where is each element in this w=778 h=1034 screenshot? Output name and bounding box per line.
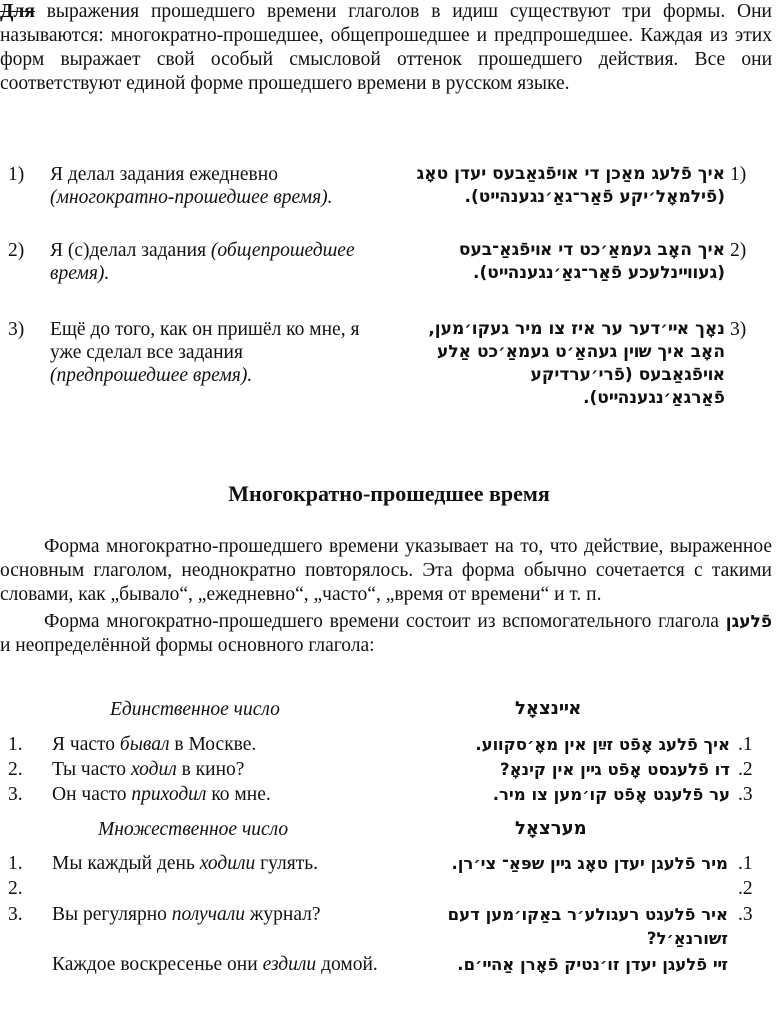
example-russian: Он часто приходил ко мне. [52,784,271,805]
section-heading: Многократно-прошедшее время [228,481,550,506]
auxiliary-verb: פֿלעגן [725,612,772,632]
intro-first-word: Для [0,1,35,22]
example-russian: Каждое воскресенье они ездили домой. [52,954,378,975]
example-yiddish-number: .3 [738,904,753,925]
example-yiddish: מיר פֿלעגן יעדן טאָג גײן שפּאַ־ צי׳רן. [451,854,728,873]
form-number: 1) [8,164,25,185]
example-yiddish: איר פֿלעגט רעגולע׳ר באַקו׳מען דעם זשורנאַ׳ל? [447,905,728,948]
example-yiddish-number: .3 [738,784,753,805]
example-yiddish-number: .1 [738,734,753,755]
example-russian: Ты часто ходил в кино? [52,759,245,780]
form-yiddish-number: 2) [730,240,747,261]
form-number: 3) [8,319,25,340]
form-yiddish-number: 3) [730,319,747,340]
example-yiddish: איך פֿלעג אָפֿט זײַן אין מאָ׳סקװע. [475,735,730,754]
singular-label-yi: אײנצאָל [515,698,582,719]
example-yiddish: זײ פֿלעגן יעדן זו׳נטיק פֿאָרן אַהײ׳ם. [457,955,728,974]
singular-label-ru: Единственное число [110,699,280,720]
example-number: 1. [8,734,23,755]
intro-text: выражения прошедшего времени глаголов в идиш существуют три формы. Они называются: многократно-прошедшее, общепрошедшее и предпрошедшее. Каждая из этих форм выражает свой особый смысловой оттенок прошедшего действия. Все они соответствуют единой форме прошедшего времени в русском языке. [0,1,772,94]
intro-paragraph [0,0,772,96]
form-number: 2) [8,240,25,261]
example-russian: Я часто бывал в Москве. [52,734,257,755]
example-number: 1. [8,853,23,874]
formation-paragraph: Форма многократно-прошедшего времени состоит из вспомогательного глагола פֿלעגן и неопределённой формы основного глагола: [0,611,772,656]
form-yiddish-number: 1) [730,164,747,185]
plural-label-yi: מערצאָל [515,818,587,839]
example-russian: Вы регулярно получали журнал? [52,904,321,925]
explanation-paragraph: Форма многократно-прошедшего времени указывает на то, что действие, выраженное основным глаголом, неоднократно повторялось. Эта форма обычно сочетается с такими словами, как „бывало“, „ежедневно“, „часто“, „время от времени“ и т. п. [0,536,772,605]
plural-label-ru: Множественное число [98,819,289,840]
form-russian: Я делал задания ежедневно (многократно-прошедшее время). [50,164,333,208]
form-russian: Я (с)делал задания (общепрошедшее время). [50,240,355,284]
example-russian: Мы каждый день ходили гулять. [52,853,319,874]
example-yiddish-number: .1 [738,853,753,874]
example-number: 2. [8,759,23,780]
form-yiddish: איך פֿלעג מאַכן די אױפֿגאַבעס יעדן טאָג (פֿילמאָל׳יקע פֿאַר־גאַ׳נגענהײט). [416,164,725,207]
example-yiddish-number: .2 [738,759,753,780]
example-number: 3. [8,784,23,805]
example-yiddish: ער פֿלעגט אָפֿט קו׳מען צו מיר. [492,785,730,804]
form-yiddish: איך האָב געמאַ׳כט די אױפֿגאַ־בעס (געװײנלעכע פֿאַר־גאַ׳נגענהײט). [458,240,725,283]
example-number: 2. [8,878,23,899]
example-number: 3. [8,904,23,925]
form-yiddish: נאָך אײ׳דער ער איז צו מיר געקו׳מען, האָב איך שױן געהאַ׳ט געמאַ׳כט אַלע אױפֿגאַבעס (פֿרי׳ערדיקע פֿאַרגאַ׳נגענהײט). [428,319,725,408]
example-yiddish-number: .2 [738,878,753,899]
form-russian: Ещё до того, как он пришёл ко мне, я уже сделал все задания (предпрошедшее время). [50,319,360,386]
example-yiddish: דו פֿלעגסט אָפֿט גײן אין קינאָ? [500,760,730,779]
